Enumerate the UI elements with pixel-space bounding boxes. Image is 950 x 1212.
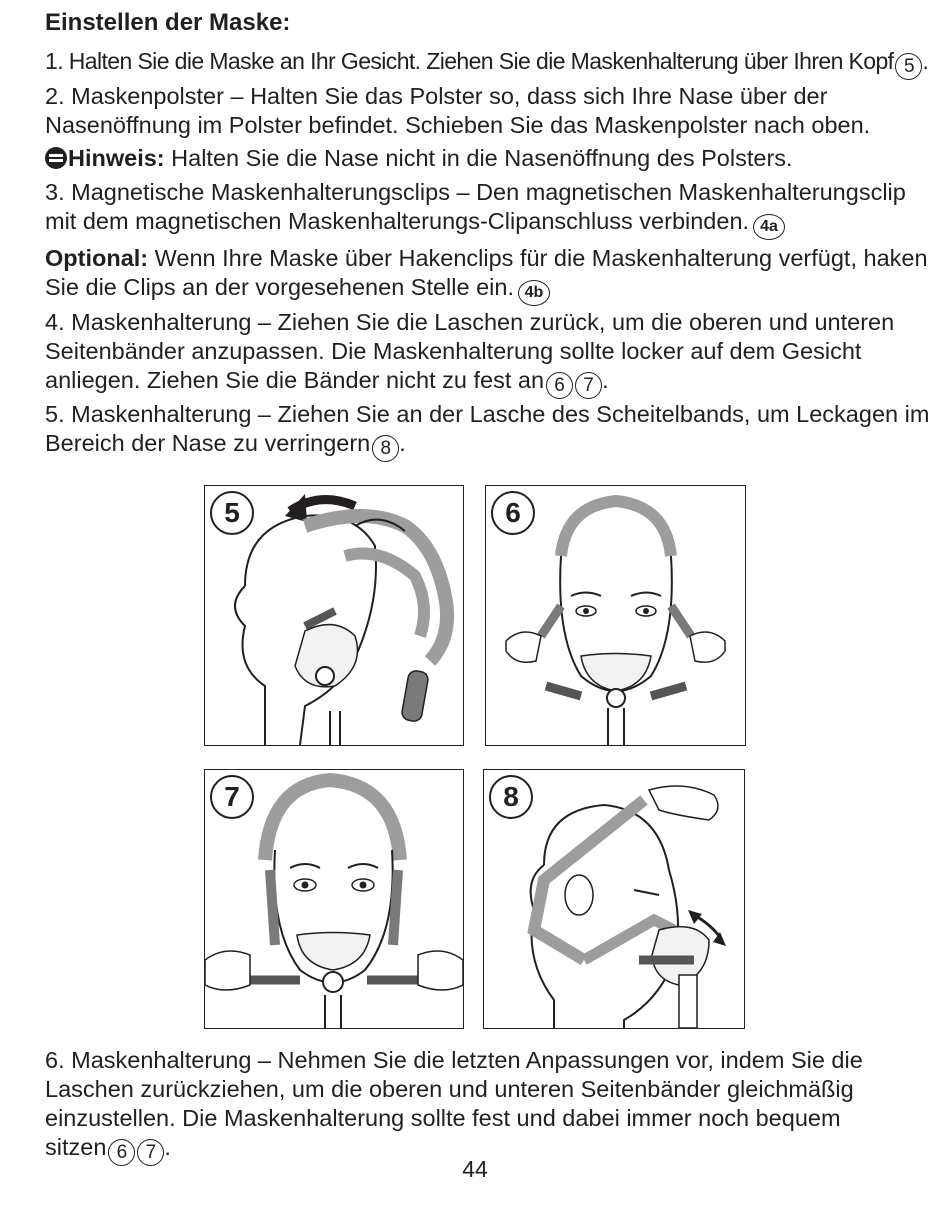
optional-line-2: Sie die Clips an der vorgesehenen Stelle ein. 4b (45, 273, 550, 306)
step-4-line-3: anliegen. Ziehen Sie die Bänder nicht zu fest an 6 7 . (45, 366, 609, 399)
page-number: 44 (462, 1156, 488, 1182)
step-3-line-1: 3. Magnetische Maskenhalterungsclips – Den magnetischen Maskenhalterungsclip (45, 179, 906, 205)
figure-ref-6: 6 (546, 372, 573, 399)
step-3-line-2: mit dem magnetischen Maskenhalterungs-Clipanschluss verbinden. 4a (45, 207, 785, 240)
figure-ref-4b: 4b (518, 280, 550, 306)
figure-label: 6 (491, 491, 535, 535)
figure-ref-4a: 4a (753, 214, 785, 240)
step-2-line-2: Nasenöffnung im Polster befindet. Schieben Sie das Maskenpolster nach oben. (45, 112, 871, 138)
figure-6-adjusting-upper-straps (485, 485, 746, 746)
section-heading: Einstellen der Maske: (45, 9, 291, 36)
step-4-line-2: Seitenbänder anzupassen. Die Maskenhalterung sollte locker auf dem Gesicht (45, 338, 862, 364)
step-5-line-2: Bereich der Nase zu verringern 8 . (45, 429, 406, 462)
step-6-line-3: einzustellen. Die Maskenhalterung sollte fest und dabei immer noch bequem (45, 1105, 841, 1131)
figure-ref-5: 5 (895, 53, 922, 80)
step-4-line-1: 4. Maskenhalterung – Ziehen Sie die Laschen zurück, um die oberen und unteren (45, 309, 895, 335)
step-6-line-2: Laschen zurückziehen, um die oberen und unteren Seitenbänder gleichmäßig (45, 1076, 854, 1102)
step-5-line-1: 5. Maskenhalterung – Ziehen Sie an der Lasche des Scheitelbands, um Leckagen im (45, 401, 930, 427)
figure-8-adjusting-crown-strap (483, 769, 745, 1029)
figure-5-putting-on-headgear (204, 485, 464, 746)
note: Hinweis: Halten Sie die Nase nicht in die Nasenöffnung des Polsters. (45, 144, 793, 173)
figure-ref-7: 7 (575, 372, 602, 399)
figure-label: 8 (489, 775, 533, 819)
figure-label: 5 (210, 491, 254, 535)
figure-ref-6: 6 (108, 1139, 135, 1166)
step-1: 1. Halten Sie die Maske an Ihr Gesicht. Ziehen Sie die Maskenhalterung über Ihren Kopf 5 . (45, 47, 928, 80)
step-6-line-1: 6. Maskenhalterung – Nehmen Sie die letzten Anpassungen vor, indem Sie die (45, 1047, 863, 1073)
figure-7-adjusting-lower-straps (204, 769, 464, 1029)
note-icon (45, 147, 67, 169)
figure-ref-7: 7 (137, 1139, 164, 1166)
optional-line-1: Optional: Wenn Ihre Maske über Hakenclips für die Maskenhalterung verfügt, haken (45, 245, 928, 271)
figure-ref-8: 8 (372, 435, 399, 462)
step-2-line-1: 2. Maskenpolster – Halten Sie das Polster so, dass sich Ihre Nase über der (45, 83, 828, 109)
figure-label: 7 (210, 775, 254, 819)
step-6-line-4: sitzen 6 7 . (45, 1133, 171, 1166)
